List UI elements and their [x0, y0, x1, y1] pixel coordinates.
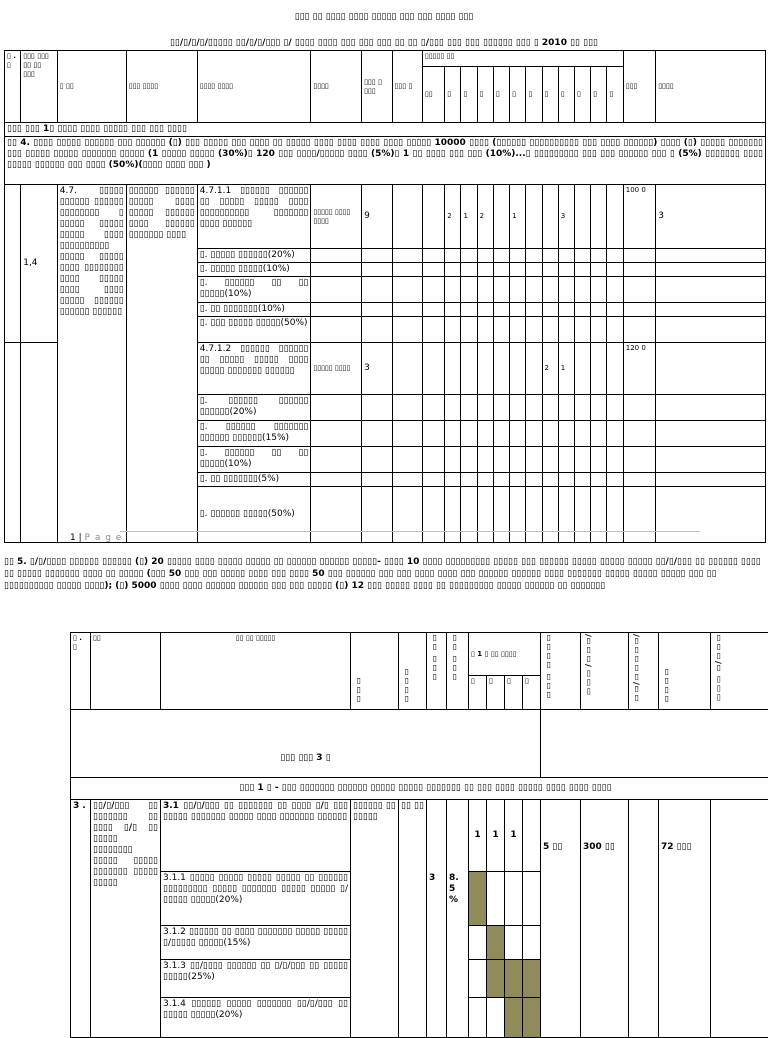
table-row	[71, 800, 768, 872]
month-value: 1	[461, 185, 477, 249]
t2-month-header: ▯	[505, 676, 523, 710]
header-remark: ▯▯▯▯	[656, 51, 766, 123]
gantt-fill	[505, 960, 523, 998]
document-title: ▯▯▯ ▯▯ ▯▯▯▯ ▯▯▯▯ ▯▯▯▯▯ ▯▯▯ ▯▯▯ ▯▯▯▯ ▯▯▯	[0, 12, 768, 22]
t2-subtask: 3.1.1 ▯▯▯▯▯ ▯▯▯▯▯ ▯▯▯▯▯ ▯▯▯▯▯ ▯▯ ▯▯▯▯▯▯ ▯▯▯▯▯▯▯▯▯ ▯▯▯▯▯ ▯▯▯▯▯▯▯ ▯▯▯▯▯ ▯▯▯▯▯ ▯/▯▯▯▯▯ ▯▯▯▯▯(20%)	[161, 872, 351, 926]
activity-text: 4.7. ▯▯▯▯▯ ▯▯▯▯▯▯ ▯▯▯▯▯▯ ▯▯▯▯▯▯▯▯ ▯ ▯▯▯▯▯ ▯▯▯▯▯ ▯▯▯▯▯ ▯▯▯▯ ▯▯▯▯▯▯▯▯▯▯ ▯▯▯▯▯ ▯▯▯▯▯ ▯▯▯▯ ▯▯▯▯▯▯▯▯ ▯▯▯▯ ▯▯▯▯▯ ▯▯▯▯ ▯▯▯▯ ▯▯▯▯▯ ▯▯▯▯▯▯ ▯▯▯▯▯▯ ▯▯▯▯▯▯	[57, 185, 126, 543]
month-value	[445, 343, 461, 395]
month-header: ▯	[477, 67, 493, 123]
weight-cell	[392, 343, 422, 395]
section-heading: ▯▯▯ ▯▯▯ 1▯ ▯▯▯▯ ▯▯▯▯ ▯▯▯▯▯ ▯▯▯ ▯▯▯ ▯▯▯▯	[5, 123, 766, 137]
header-code: ▯▯▯ ▯▯▯ ▯▯ ▯▯ ▯▯▯	[21, 51, 58, 123]
t2-month-header: ▯	[487, 676, 505, 710]
t2-subtask: 3.1.2 ▯▯▯▯▯▯ ▯▯ ▯▯▯▯ ▯▯▯▯▯▯▯ ▯▯▯▯▯ ▯▯▯▯▯ ▯/▯▯▯▯▯ ▯▯▯▯▯(15%)	[161, 926, 351, 960]
row-code: 1,4	[21, 185, 58, 343]
t2-subtask: 3.1.4 ▯▯▯▯▯▯ ▯▯▯▯▯ ▯▯▯▯▯▯▯ ▯▯/▯/▯▯▯ ▯▯ ▯▯▯▯▯ ▯▯▯▯▯(20%)	[161, 998, 351, 1038]
page-separator: |	[79, 533, 82, 543]
plan-table-2	[70, 632, 768, 1038]
task-step: ▯. ▯▯ ▯▯▯▯▯▯▯(10%)	[197, 303, 311, 317]
task-unit: ▯▯▯▯▯ ▯▯▯▯ ▯▯▯▯	[311, 185, 362, 249]
header-category: ▯▯▯ ▯▯▯▯	[126, 51, 197, 123]
gantt-fill	[523, 998, 541, 1038]
task-unit: ▯▯▯▯▯ ▯▯▯▯	[311, 343, 362, 395]
month-value	[591, 185, 607, 249]
month-header: ▯	[542, 67, 558, 123]
header-task: ▯▯▯▯ ▯▯▯▯	[197, 51, 311, 123]
t2-weight-pct-cell	[447, 800, 469, 1038]
section-5-text: ▯▯ 5. ▯/▯/▯▯▯▯ ▯▯▯▯▯▯ ▯▯▯▯▯▯ (▯) 20 ▯▯▯▯▯ ▯▯▯▯ ▯▯▯▯▯ ▯▯▯▯▯ ▯▯ ▯▯▯▯▯▯ ▯▯▯▯▯▯ ▯▯▯▯▯- ▯▯▯▯ 10 ▯▯▯▯ ▯▯▯▯▯▯▯▯▯ ▯▯▯▯▯ ▯▯▯ ▯▯▯▯▯▯ ▯▯▯▯▯ ▯▯▯▯▯ ▯▯▯▯▯ ▯▯/▯/▯▯▯ ▯▯ ▯▯▯▯▯▯ ▯▯▯▯ ▯▯ ▯▯▯▯▯ ▯▯▯▯▯▯▯ ▯▯▯▯ ▯▯ ▯▯▯▯▯ (▯▯▯ 50 ▯▯▯ ▯▯▯ ▯▯▯▯▯ ▯▯▯▯ ▯▯▯ ▯▯▯▯ 50 ▯▯▯ ▯▯▯▯▯▯ ▯▯▯ ▯▯▯ ▯▯▯▯ ▯▯▯▯ ▯▯▯ ▯▯▯▯▯▯ ▯▯▯▯▯▯ ▯▯▯▯ ▯▯▯▯▯▯▯ ▯▯▯▯▯ ▯▯▯▯▯ ▯▯▯▯▯ ▯▯▯ ▯▯ ▯▯▯▯▯▯▯▯▯▯ ▯▯▯▯▯ ▯▯▯▯); (▯) 5000 ▯▯▯▯ ▯▯▯▯ ▯▯▯▯▯▯ ▯▯▯▯▯▯ ▯▯▯ ▯▯▯ ▯▯▯▯▯ (▯) 12 ▯▯▯ ▯▯▯▯▯ ▯▯▯▯ ▯▯ ▯▯▯▯▯▯▯▯▯ ▯▯▯▯▯ ▯▯▯▯▯▯ ▯▯ ▯▯▯▯▯▯▯	[4, 556, 764, 594]
t2-weight-cell	[427, 800, 447, 1038]
month-header: ▯	[445, 67, 461, 123]
task-step: ▯. ▯▯▯ ▯▯▯▯▯ ▯▯▯▯▯(50%)	[197, 317, 311, 343]
t2-header-weight-pct: ▯▯▯ ▯▯	[447, 633, 469, 710]
month-value: 2	[477, 185, 493, 249]
task-step: ▯. ▯▯▯▯▯▯ ▯▯▯▯▯▯ ▯▯▯▯▯▯(20%)	[197, 395, 311, 421]
gantt-fill	[487, 926, 505, 960]
table-row	[5, 185, 766, 249]
code-cell	[21, 343, 58, 543]
t2-header-c2: ▯▯/▯▯▯▯▯/	[629, 633, 659, 710]
t2-unit: ▯▯▯▯▯▯ ▯▯ ▯▯▯▯▯	[351, 800, 399, 1038]
month-value: 2	[542, 343, 558, 395]
month-value	[477, 343, 493, 395]
month-value	[461, 343, 477, 395]
header-unit: ▯▯▯▯	[311, 51, 362, 123]
task-step: ▯. ▯▯ ▯▯▯▯▯▯▯(5%)	[197, 473, 311, 487]
document-subtitle: ▯▯/▯/▯/▯/▯▯▯▯▯ ▯▯/▯/▯/▯▯▯ ▯/ ▯▯▯▯ ▯▯▯▯ ▯▯▯ ▯▯▯ ▯▯▯ ▯▯ ▯▯ ▯/▯▯▯ ▯▯▯ ▯▯▯ ▯▯▯▯▯▯ ▯▯▯ ▯ 2010 ▯▯ ▯▯▯	[0, 38, 768, 48]
task-step: ▯. ▯▯▯▯▯▯ ▯▯▯▯▯(50%)	[197, 487, 311, 543]
serial-cell	[5, 343, 21, 543]
t2-qty: ▯▯ ▯▯	[399, 800, 427, 1038]
task-cost: 100 0	[623, 185, 655, 249]
gantt-fill	[469, 872, 487, 926]
t2-target-row	[71, 778, 768, 800]
t2-activity: ▯▯/▯/▯▯▯ ▯▯ ▯▯▯▯▯▯▯ ▯▯ ▯▯▯▯ ▯/▯ ▯▯ ▯▯▯▯▯ ▯▯▯▯▯▯▯▯ ▯▯▯▯▯ ▯▯▯▯▯ ▯▯▯▯▯▯▯ ▯▯▯▯▯ ▯▯▯▯▯	[91, 800, 161, 1038]
month-header: ▯	[558, 67, 574, 123]
t2-serial: 3 .	[71, 800, 91, 1038]
t2-budget: 5 ▯▯	[541, 800, 581, 1038]
t2-month-value: 1	[505, 800, 523, 872]
task-step: ▯. ▯▯▯▯▯▯ ▯▯ ▯▯ ▯▯▯▯▯(10%)	[197, 447, 311, 473]
target-4-text: ▯▯ 4. ▯▯▯▯ ▯▯▯▯▯ ▯▯▯▯▯▯ ▯▯▯ ▯▯▯▯▯▯ (▯) ▯▯▯ ▯▯▯▯▯ ▯▯▯ ▯▯▯▯ ▯▯ ▯▯▯▯▯ ▯▯▯▯ ▯▯▯▯ ▯▯▯▯ ▯▯▯▯ ▯▯▯▯▯ 10000 ▯▯▯▯ (▯▯▯▯▯▯ ▯▯▯▯▯▯▯▯▯▯ ▯▯▯ ▯▯▯▯ ▯▯▯▯▯▯) ▯▯▯▯ (▯) ▯▯▯▯▯ ▯▯▯▯▯▯▯ ▯▯▯ ▯▯▯▯▯ ▯▯▯▯▯ ▯▯▯▯▯▯▯ ▯▯▯▯▯ (1 ▯▯▯▯▯ ▯▯▯▯▯ (30%)▯ 120 ▯▯▯ ▯▯▯▯/▯▯▯▯▯ ▯▯▯▯ (5%)▯ 1 ▯▯ ▯▯▯▯ ▯▯▯ ▯▯▯ (10%)...▯ ▯▯▯▯▯▯▯▯▯ ▯▯▯ ▯▯▯ ▯▯▯▯▯▯ ▯▯▯ ▯ (5%) ▯▯▯▯▯▯▯ ▯▯▯▯ ▯▯▯▯▯ ▯▯▯▯▯▯ ▯▯▯ ▯▯▯▯ (50%)(▯▯▯▯ ▯▯▯▯ ▯▯▯ )	[5, 137, 766, 185]
t2-header-serial: ▯ . ▯	[71, 633, 91, 710]
header-weight: ▯▯▯ ▯	[392, 51, 422, 123]
month-value	[607, 343, 623, 395]
section-heading-row	[5, 123, 766, 137]
task-qty: 9	[362, 185, 392, 249]
task-step: ▯. ▯▯▯▯▯▯ ▯▯ ▯▯ ▯▯▯▯▯(10%)	[197, 277, 311, 303]
task-name: 4.7.1.2 ▯▯▯▯▯▯ ▯▯▯▯▯▯ ▯▯ ▯▯▯▯▯ ▯▯▯▯▯ ▯▯▯▯ ▯▯▯▯▯ ▯▯▯▯▯▯▯ ▯▯▯▯▯▯	[197, 343, 311, 395]
t2-header-quarter: ▯ 1 ▯ ▯▯ ▯▯▯▯	[469, 633, 541, 676]
t2-c1: 300 ▯▯	[581, 800, 629, 1038]
t2-header-task: ▯▯ ▯▯ ▯▯▯▯▯	[161, 633, 351, 710]
month-value: 1	[510, 185, 526, 249]
month-value	[422, 185, 444, 249]
gantt-fill	[505, 998, 523, 1038]
month-value	[526, 185, 542, 249]
t2-header-c1: ▯▯▯ /▯▯▯/	[581, 633, 629, 710]
task-step: ▯. ▯▯▯▯▯▯ ▯▯▯▯▯▯▯ ▯▯▯▯▯▯ ▯▯▯▯▯▯(15%)	[197, 421, 311, 447]
t2-c3: 72 ▯▯▯	[659, 800, 711, 1038]
t2-header-c3: ▯▯▯▯	[659, 633, 711, 710]
month-value	[493, 185, 509, 249]
t2-month-value: 1	[469, 800, 487, 872]
month-value	[422, 343, 444, 395]
t2-month-value	[523, 800, 541, 872]
month-value	[493, 343, 509, 395]
table1-header-row	[5, 51, 766, 67]
gantt-fill	[523, 960, 541, 998]
category-text: ▯▯▯▯▯▯ ▯▯▯▯▯▯ ▯▯▯▯▯ ▯▯▯▯ ▯▯▯▯▯ ▯▯▯▯▯▯ ▯▯▯▯ ▯▯▯▯▯▯ ▯▯▯▯▯▯▯ ▯▯▯▯	[126, 185, 197, 543]
table2-header-row	[71, 633, 768, 676]
t2-header-qty: ▯▯▯▯	[399, 633, 427, 710]
month-value	[574, 343, 590, 395]
month-value: 1	[558, 343, 574, 395]
month-header: ▯	[461, 67, 477, 123]
t2-header-budget: ▯▯▯ ▯▯▯▯	[541, 633, 581, 710]
t2-subtask: 3.1.3 ▯▯/▯▯▯▯ ▯▯▯▯▯▯ ▯▯ ▯/▯/▯▯▯ ▯▯ ▯▯▯▯▯ ▯▯▯▯▯(25%)	[161, 960, 351, 998]
t2-c4	[711, 800, 768, 1038]
task-cost: 120 0	[623, 343, 655, 395]
month-value	[607, 185, 623, 249]
header-qty: ▯▯▯ ▯ ▯▯▯	[362, 51, 392, 123]
header-serial: ▯ . ▯	[5, 51, 21, 123]
month-header: ▯	[607, 67, 623, 123]
t2-header-unit: ▯▯▯	[351, 633, 399, 710]
t2-target-text: ▯▯▯ 1 ▯ - ▯▯▯ ▯▯▯▯▯▯▯ ▯▯▯▯▯▯ ▯▯▯▯▯ ▯▯▯▯▯ ▯▯▯▯▯▯▯ ▯▯ ▯▯▯ ▯▯▯▯ ▯▯▯▯▯ ▯▯▯▯ ▯▯▯▯ ▯▯▯▯	[71, 778, 768, 800]
header-activity: ▯ ▯▯	[57, 51, 126, 123]
t2-month-header: ▯	[469, 676, 487, 710]
header-cost: ▯▯▯	[623, 51, 655, 123]
month-value	[591, 343, 607, 395]
t2-weight-pct: 8. 5 %	[449, 873, 466, 906]
page-footer	[70, 533, 122, 543]
page-number: 1	[70, 533, 76, 543]
t2-header-c4: ▯▯▯ ▯/▯▯▯	[711, 633, 768, 710]
month-header: ▯	[510, 67, 526, 123]
month-value	[542, 185, 558, 249]
t2-header-activity: ▯▯	[91, 633, 161, 710]
serial-cell	[5, 185, 21, 343]
month-header: ▯	[526, 67, 542, 123]
task-qty: 3	[362, 343, 392, 395]
weight-cell	[392, 185, 422, 249]
month-value	[510, 343, 526, 395]
t2-section-heading: ▯▯▯ ▯▯▯ 3 ▯	[71, 710, 541, 778]
t2-month-header: ▯	[523, 676, 541, 710]
month-value: 3	[558, 185, 574, 249]
t2-c2	[629, 800, 659, 1038]
t2-weight: 3	[429, 873, 444, 884]
t2-header-weight: ▯▯▯ ▯▯	[427, 633, 447, 710]
gantt-fill	[487, 960, 505, 998]
task-remark	[656, 343, 766, 395]
month-value: 2	[445, 185, 461, 249]
plan-table-1	[4, 50, 766, 543]
month-header: ▯▯	[422, 67, 444, 123]
task-name: 4.7.1.1 ▯▯▯▯▯▯ ▯▯▯▯▯▯ ▯▯ ▯▯▯▯▯ ▯▯▯▯▯ ▯▯▯▯ ▯▯▯▯▯▯▯▯▯▯ ▯▯▯▯▯▯▯ ▯▯▯▯ ▯▯▯▯▯▯	[197, 185, 311, 249]
page-label: P a g e	[85, 533, 123, 543]
task-remark: 3	[656, 185, 766, 249]
t2-month-value: 1	[487, 800, 505, 872]
month-header: ▯	[493, 67, 509, 123]
month-value	[574, 185, 590, 249]
header-months-group: ▯▯▯▯▯ ▯▯	[422, 51, 623, 67]
t2-main-task: 3.1 ▯▯/▯/▯▯▯ ▯▯ ▯▯▯▯▯▯▯ ▯▯ ▯▯▯▯ ▯/▯ ▯▯▯ ▯▯▯▯▯ ▯▯▯▯▯▯▯ ▯▯▯▯▯ ▯▯▯▯ ▯▯▯▯▯▯▯ ▯▯▯▯▯▯	[161, 800, 351, 872]
page-footer-line	[120, 531, 700, 532]
task-step: ▯. ▯▯▯▯▯ ▯▯▯▯▯(10%)	[197, 263, 311, 277]
t2-section-row	[71, 710, 768, 778]
task-step: ▯. ▯▯▯▯▯ ▯▯▯▯▯▯(20%)	[197, 249, 311, 263]
month-header: ▯	[574, 67, 590, 123]
target-4-row	[5, 137, 766, 185]
month-header: ▯	[591, 67, 607, 123]
month-value	[526, 343, 542, 395]
